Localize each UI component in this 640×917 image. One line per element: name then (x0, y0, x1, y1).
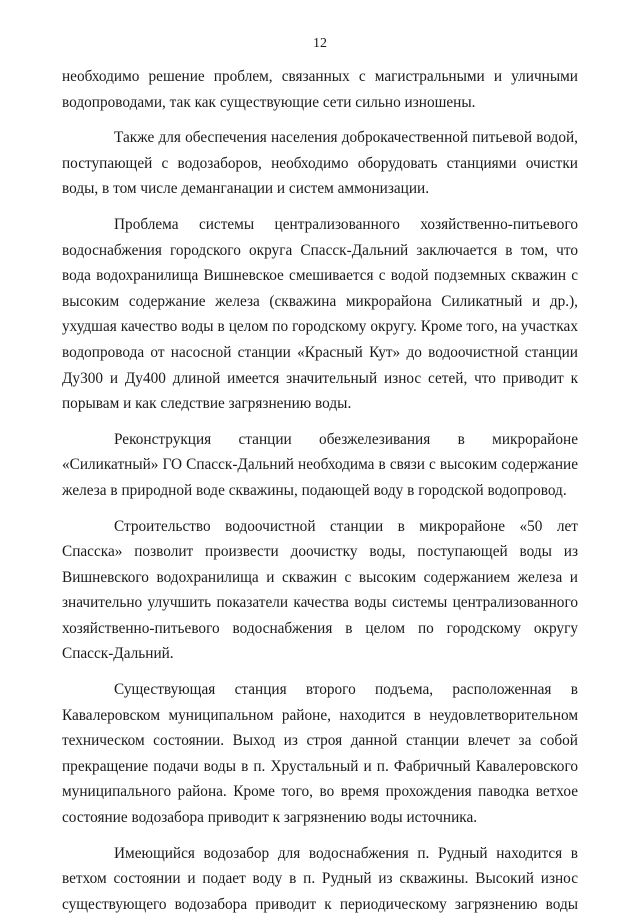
page-number: 12 (313, 36, 327, 51)
paragraph-second-lift-station: Существующая станция второго подъема, расположенная в Кавалеровском муниципальном районе, находится в неудовлетворительном техническом состоянии. Выход из строя данной станции влечет за собой прекращение подачи воды в п. Хрустальный и п. Фабричный Кавалеровского муниципального района. Кроме того, во время прохождения паводка ветхое состояние водозабора приводит к загрязнению воды источника. (62, 681, 578, 827)
paragraph-water-treatment: Также для обеспечения населения доброкачественной питьевой водой, поступающей с водозаборов, необходимо оборудовать станциями очистки воды, в том числе деманганации и систем аммонизации. (62, 129, 578, 198)
paragraph-pipelines: необходимо решение проблем, связанных с магистральными и уличными водопроводами, так как существующие сети сильно изношены. (62, 68, 578, 111)
document-body (62, 64, 578, 917)
paragraph-rudny-intake: Имеющийся водозабор для водоснабжения п. Рудный находится в ветхом состоянии и подает воду в п. Рудный из скважины. Высокий износ существующего водозабора приводит к периодическому загрязнению воды (62, 844, 578, 913)
paragraph-centralized-system-problem: Проблема системы централизованного хозяйственно-питьевого водоснабжения городского округа Спасск-Дальний заключается в том, что вода водохранилища Вишневское смешивается с водой подземных скважин с высоким содержание железа (скважина микрорайона Силикатный и др.), ухудшая качество воды в целом по городскому округу. Кроме того, на участках водопровода от насосной станции «Красный Кут» до водоочистной станции Ду300 и Ду400 длиной имеется значительный износ сетей, что приводит к порывам и как следствие загрязнению воды. (62, 215, 578, 413)
paragraph-construction-50-let-spasska: Строительство водоочистной станции в микрорайоне «50 лет Спасска» позволит произвести доочистку воды, поступающей воды из Вишневского водохранилища и скважин с высоким содержанием железа и значительно улучшить показатели качества воды системы централизованного хозяйственно-питьевого водоснабжения в целом по городскому округу Спасск-Дальний. (62, 517, 578, 663)
paragraph-reconstruction-silikatny: Реконструкция станции обезжелезивания в микрорайоне «Силикатный» ГО Спасск-Дальний необходима в связи с высоким содержание железа в природной воде скважины, подающей воду в городской водопровод. (62, 430, 578, 499)
